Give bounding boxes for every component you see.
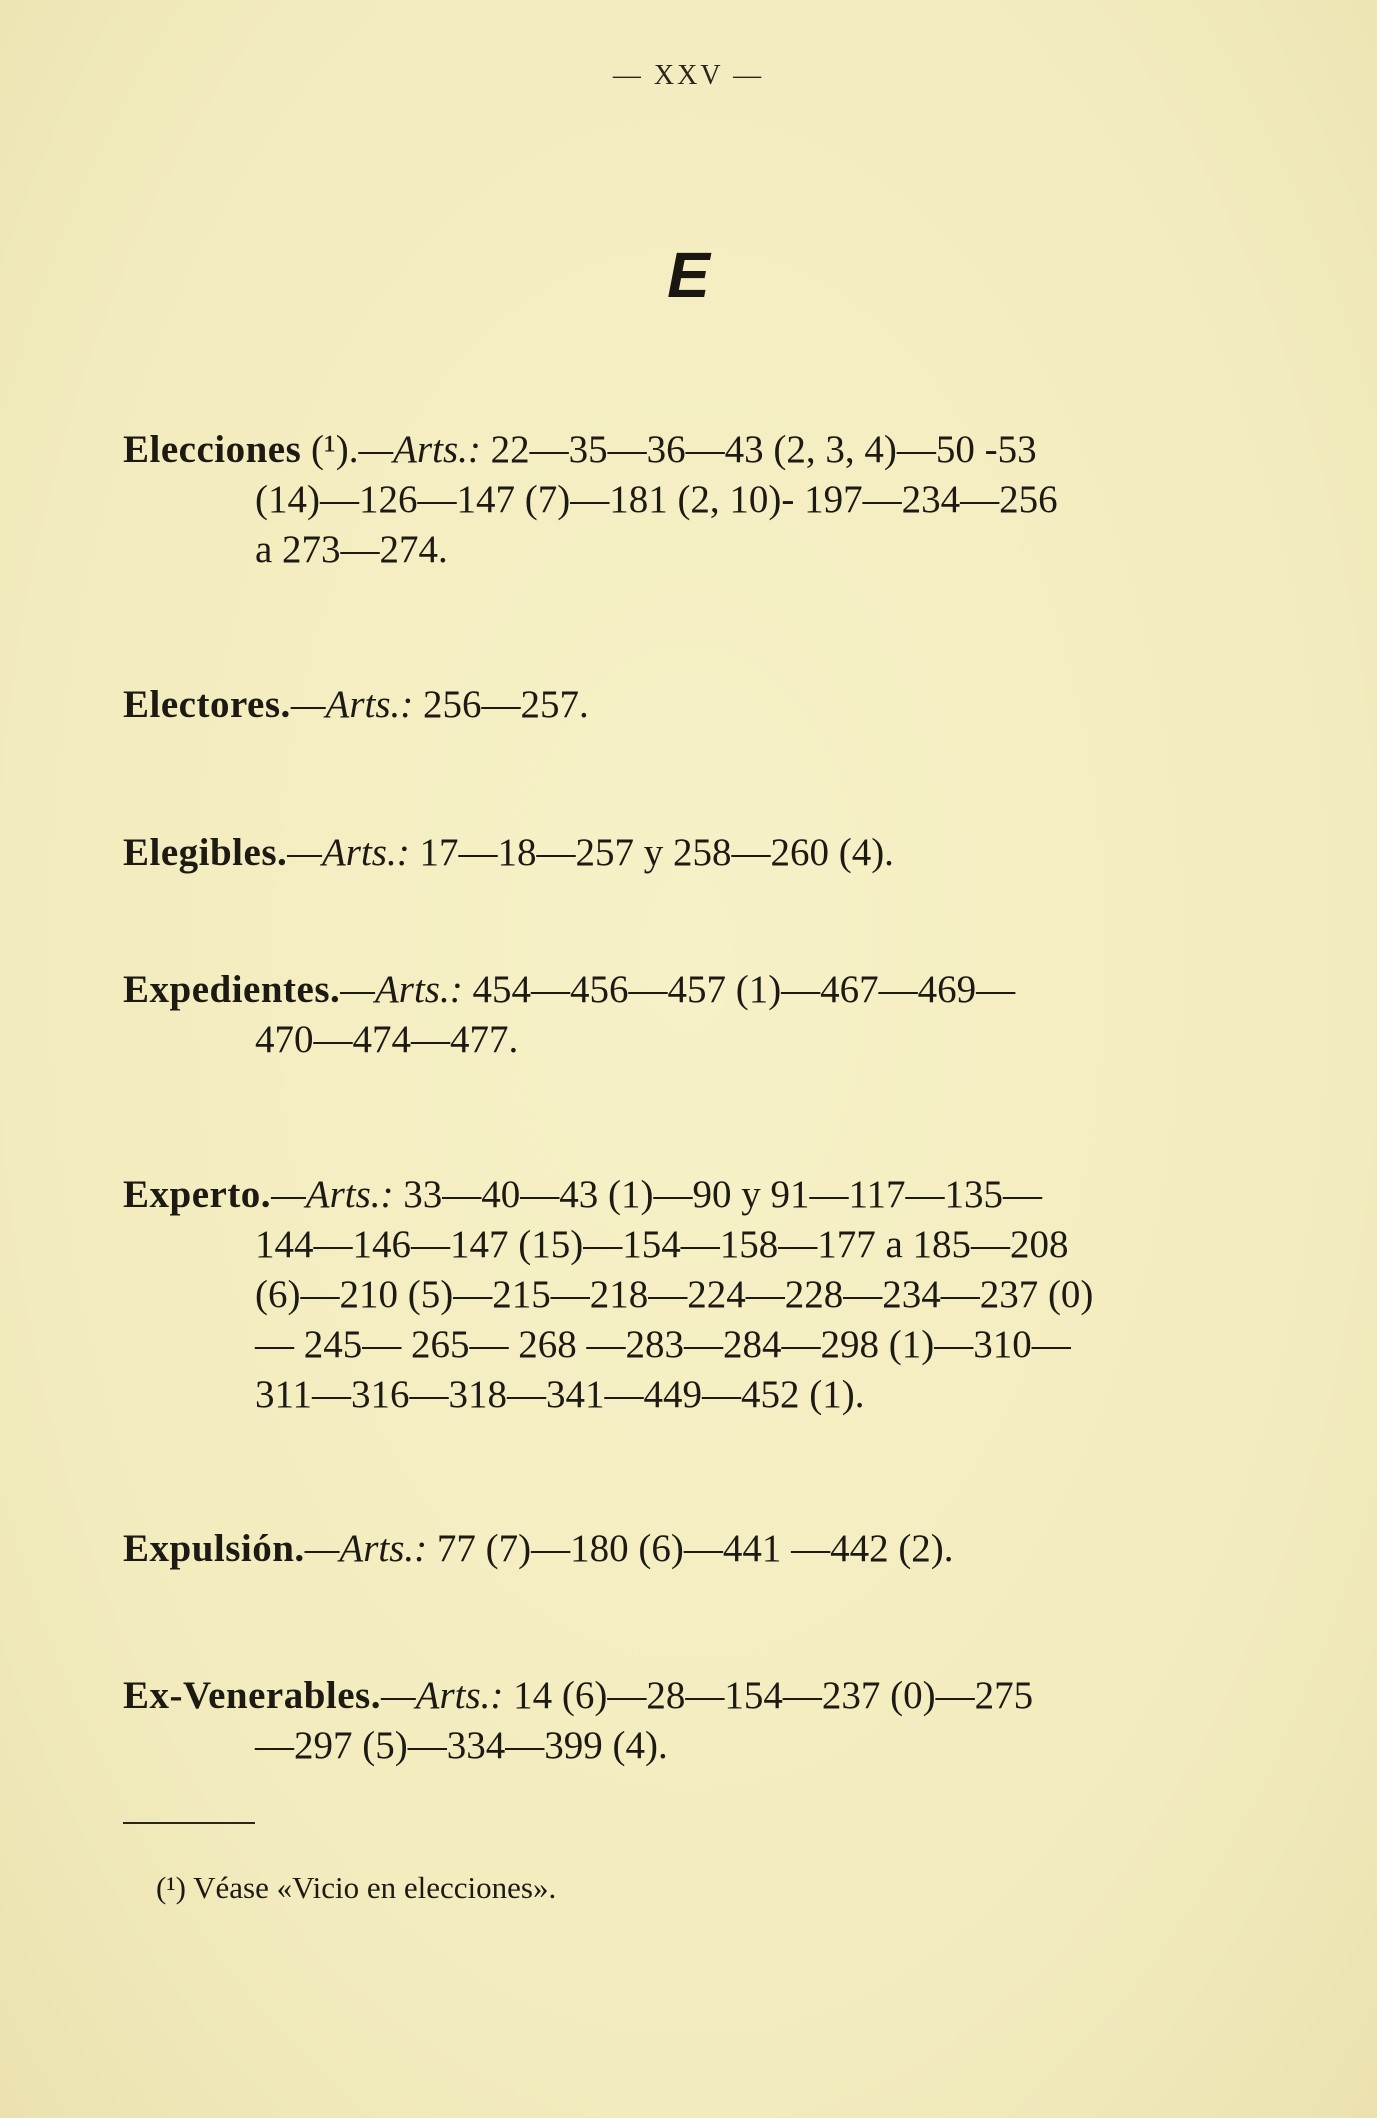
entry-label: —Arts.:	[340, 968, 463, 1011]
entry-refs-line: 33—40—43 (1)—90 y 91—117—135—	[403, 1173, 1043, 1216]
entry-first-line	[123, 425, 1203, 475]
index-entry-expedientes	[123, 965, 1203, 1065]
entry-refs-line: 77 (7)—180 (6)—441 —442 (2).	[436, 1527, 954, 1570]
page-number: — XXV —	[612, 60, 765, 91]
entry-first-line	[123, 965, 1203, 1015]
footnote-reference: (¹).	[311, 428, 359, 471]
entry-heading: Experto.	[123, 1173, 272, 1216]
entry-refs-line: 454—456—457 (1)—467—469—	[472, 968, 1016, 1011]
footnote-marker: (¹)	[156, 1870, 186, 1905]
index-entry-ex-venerables	[123, 1671, 1203, 1771]
entry-first-line	[123, 680, 1203, 730]
entry-refs-line: 311—316—318—341—449—452 (1).	[255, 1373, 865, 1416]
entry-refs-line: 144—146—147 (15)—154—158—177 a 185—208	[255, 1223, 1069, 1266]
entry-refs-line: 22—35—36—43 (2, 3, 4)—50 -53	[490, 428, 1037, 471]
entry-first-line	[123, 1524, 1203, 1574]
index-entry-expulsion	[123, 1524, 1203, 1574]
entry-heading: Expedientes.	[123, 968, 341, 1011]
entry-label: —Arts.:	[290, 683, 414, 726]
entry-label: —Arts.:	[271, 1173, 394, 1216]
entry-refs-line: 256—257.	[423, 683, 589, 726]
entry-first-line	[123, 828, 1203, 878]
entry-label: —Arts.:	[304, 1527, 428, 1570]
entry-refs-line: a 273—274.	[255, 528, 448, 571]
entry-heading: Expulsión.	[123, 1527, 305, 1570]
section-letter: E	[667, 239, 710, 311]
entry-refs-line: (14)—126—147 (7)—181 (2, 10)- 197—234—256	[255, 478, 1058, 521]
entry-first-line	[123, 1671, 1203, 1721]
entry-heading: Elecciones	[123, 428, 302, 471]
index-entry-elecciones	[123, 425, 1203, 575]
entry-heading: Electores.	[123, 683, 291, 726]
entry-label: —Arts.:	[358, 428, 481, 471]
entry-heading: Ex-Venerables.	[123, 1674, 381, 1717]
index-entry-electores	[123, 680, 1203, 730]
entry-refs-line: 470—474—477.	[255, 1018, 519, 1061]
footnote	[156, 1870, 556, 1906]
footnote-divider	[123, 1822, 255, 1824]
index-entry-experto	[123, 1170, 1203, 1420]
entry-refs-line: —297 (5)—334—399 (4).	[255, 1724, 668, 1767]
entry-first-line	[123, 1170, 1203, 1220]
index-entry-elegibles	[123, 828, 1203, 878]
entry-label: —Arts.:	[380, 1674, 504, 1717]
footnote-text: Véase «Vicio en elecciones».	[193, 1870, 557, 1905]
entry-refs-line: — 245— 265— 268 —283—284—298 (1)—310—	[255, 1323, 1071, 1366]
entry-label: —Arts.:	[287, 831, 410, 874]
entry-refs-line: 17—18—257 y 258—260 (4).	[419, 831, 894, 874]
entry-refs-line: (6)—210 (5)—215—218—224—228—234—237 (0)	[255, 1273, 1094, 1316]
entry-heading: Elegibles.	[123, 831, 288, 874]
entry-refs-line: 14 (6)—28—154—237 (0)—275	[513, 1674, 1034, 1717]
